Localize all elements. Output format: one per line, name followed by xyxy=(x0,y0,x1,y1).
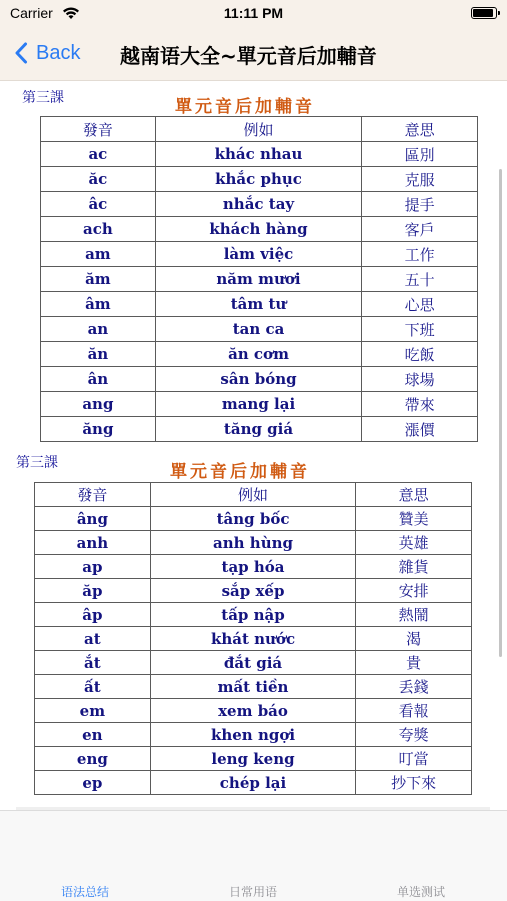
meaning-cell: 丢錢 xyxy=(356,675,472,699)
table-row xyxy=(35,723,472,747)
table-row xyxy=(35,651,472,675)
pronunciation-cell: ăng xyxy=(41,417,156,442)
meaning-cell: 熱鬧 xyxy=(356,603,472,627)
example-cell: leng keng xyxy=(150,747,356,771)
lesson-content[interactable] xyxy=(0,81,507,811)
example-cell: anh hùng xyxy=(150,531,356,555)
column-header: 發音 xyxy=(35,483,151,507)
meaning-cell: 英雄 xyxy=(356,531,472,555)
meaning-cell: 區別 xyxy=(362,142,478,167)
meaning-cell: 提手 xyxy=(362,192,478,217)
table-row xyxy=(35,531,472,555)
status-time: 11:11 PM xyxy=(223,5,284,21)
meaning-cell: 工作 xyxy=(362,242,478,267)
example-cell: đắt giá xyxy=(150,651,356,675)
back-label: Back xyxy=(36,41,81,64)
pronunciation-cell: eng xyxy=(35,747,151,771)
example-cell: tăng giá xyxy=(155,417,362,442)
page-title: 越南语大全~單元音后加輔音 xyxy=(120,44,377,68)
table-row xyxy=(41,342,478,367)
example-cell: khác nhau xyxy=(155,142,362,167)
example-cell: khen ngợi xyxy=(150,723,356,747)
table-row xyxy=(35,507,472,531)
meaning-cell: 下班 xyxy=(362,317,478,342)
example-cell: sân bóng xyxy=(155,367,362,392)
pronunciation-cell: ăn xyxy=(41,342,156,367)
lesson-title: 單元音后加輔音 xyxy=(170,462,310,482)
table-row xyxy=(41,167,478,192)
table-row xyxy=(41,217,478,242)
scroll-indicator[interactable] xyxy=(499,169,502,657)
table-row xyxy=(35,747,472,771)
example-cell: chép lại xyxy=(150,771,356,795)
example-cell: nhắc tay xyxy=(155,192,362,217)
pronunciation-cell: âng xyxy=(35,507,151,531)
pronunciation-cell: ân xyxy=(41,367,156,392)
back-button[interactable] xyxy=(14,38,80,68)
table-row xyxy=(35,579,472,603)
column-header: 意思 xyxy=(362,117,478,142)
table-row xyxy=(41,317,478,342)
meaning-cell: 客戶 xyxy=(362,217,478,242)
pronunciation-cell: âp xyxy=(35,603,151,627)
example-cell: tạp hóa xyxy=(150,555,356,579)
pronunciation-cell: ăc xyxy=(41,167,156,192)
meaning-cell: 抄下來 xyxy=(356,771,472,795)
table-row xyxy=(41,417,478,442)
status-bar xyxy=(0,0,507,28)
pronunciation-cell: ach xyxy=(41,217,156,242)
table-header-row xyxy=(35,483,472,507)
example-cell: năm mươi xyxy=(155,267,362,292)
example-cell: xem báo xyxy=(150,699,356,723)
table-row xyxy=(35,771,472,795)
table-row xyxy=(41,392,478,417)
pronunciation-cell: en xyxy=(35,723,151,747)
meaning-cell: 漲價 xyxy=(362,417,478,442)
lesson-label: 第三課 xyxy=(16,455,58,471)
meaning-cell: 貴 xyxy=(356,651,472,675)
meaning-cell: 雜貨 xyxy=(356,555,472,579)
pronunciation-cell: at xyxy=(35,627,151,651)
battery-icon xyxy=(471,7,497,19)
example-cell: tâng bốc xyxy=(150,507,356,531)
meaning-cell: 安排 xyxy=(356,579,472,603)
example-cell: khách hàng xyxy=(155,217,362,242)
carrier-label: Carrier xyxy=(10,5,53,21)
pronunciation-cell: ang xyxy=(41,392,156,417)
navigation-bar xyxy=(0,28,507,81)
vocab-table xyxy=(34,482,472,795)
tab-bar xyxy=(0,810,507,901)
column-header: 例如 xyxy=(150,483,356,507)
example-cell: khát nước xyxy=(150,627,356,651)
meaning-cell: 球場 xyxy=(362,367,478,392)
tab-grammar-summary[interactable]: 语法总结 xyxy=(60,885,109,899)
example-cell: khắc phục xyxy=(155,167,362,192)
vocab-table xyxy=(40,116,478,442)
lesson-title: 單元音后加輔音 xyxy=(175,97,315,117)
meaning-cell: 心思 xyxy=(362,292,478,317)
pronunciation-cell: ăp xyxy=(35,579,151,603)
example-cell: tan ca xyxy=(155,317,362,342)
meaning-cell: 吃飯 xyxy=(362,342,478,367)
table-row xyxy=(35,603,472,627)
pronunciation-cell: ap xyxy=(35,555,151,579)
pronunciation-cell: âc xyxy=(41,192,156,217)
column-header: 例如 xyxy=(155,117,362,142)
table-row xyxy=(41,142,478,167)
example-cell: ăn cơm xyxy=(155,342,362,367)
pronunciation-cell: ắt xyxy=(35,651,151,675)
table-header-row xyxy=(41,117,478,142)
pronunciation-cell: am xyxy=(41,242,156,267)
pronunciation-cell: em xyxy=(35,699,151,723)
table-row xyxy=(41,242,478,267)
example-cell: tấp nập xyxy=(150,603,356,627)
example-cell: tâm tư xyxy=(155,292,362,317)
meaning-cell: 帶來 xyxy=(362,392,478,417)
table-row xyxy=(35,555,472,579)
meaning-cell: 叮當 xyxy=(356,747,472,771)
example-cell: mang lại xyxy=(155,392,362,417)
column-header: 發音 xyxy=(41,117,156,142)
meaning-cell: 看報 xyxy=(356,699,472,723)
chevron-left-icon xyxy=(14,42,28,64)
meaning-cell: 贊美 xyxy=(356,507,472,531)
pronunciation-cell: ac xyxy=(41,142,156,167)
table-row xyxy=(41,192,478,217)
pronunciation-cell: âm xyxy=(41,292,156,317)
pronunciation-cell: anh xyxy=(35,531,151,555)
column-header: 意思 xyxy=(356,483,472,507)
table-row xyxy=(41,367,478,392)
table-row xyxy=(35,699,472,723)
tab-daily-phrases[interactable]: 日常用语 xyxy=(228,885,277,899)
example-cell: mất tiền xyxy=(150,675,356,699)
table-row xyxy=(41,292,478,317)
pronunciation-cell: ep xyxy=(35,771,151,795)
meaning-cell: 五十 xyxy=(362,267,478,292)
table-row xyxy=(41,267,478,292)
example-cell: sắp xếp xyxy=(150,579,356,603)
table-row xyxy=(35,627,472,651)
meaning-cell: 夸獎 xyxy=(356,723,472,747)
pronunciation-cell: ất xyxy=(35,675,151,699)
lesson-label: 第三課 xyxy=(22,90,64,106)
example-cell: làm việc xyxy=(155,242,362,267)
meaning-cell: 克服 xyxy=(362,167,478,192)
meaning-cell: 渴 xyxy=(356,627,472,651)
pronunciation-cell: an xyxy=(41,317,156,342)
tab-quiz[interactable]: 单选测试 xyxy=(396,885,445,899)
table-row xyxy=(35,675,472,699)
pronunciation-cell: ăm xyxy=(41,267,156,292)
